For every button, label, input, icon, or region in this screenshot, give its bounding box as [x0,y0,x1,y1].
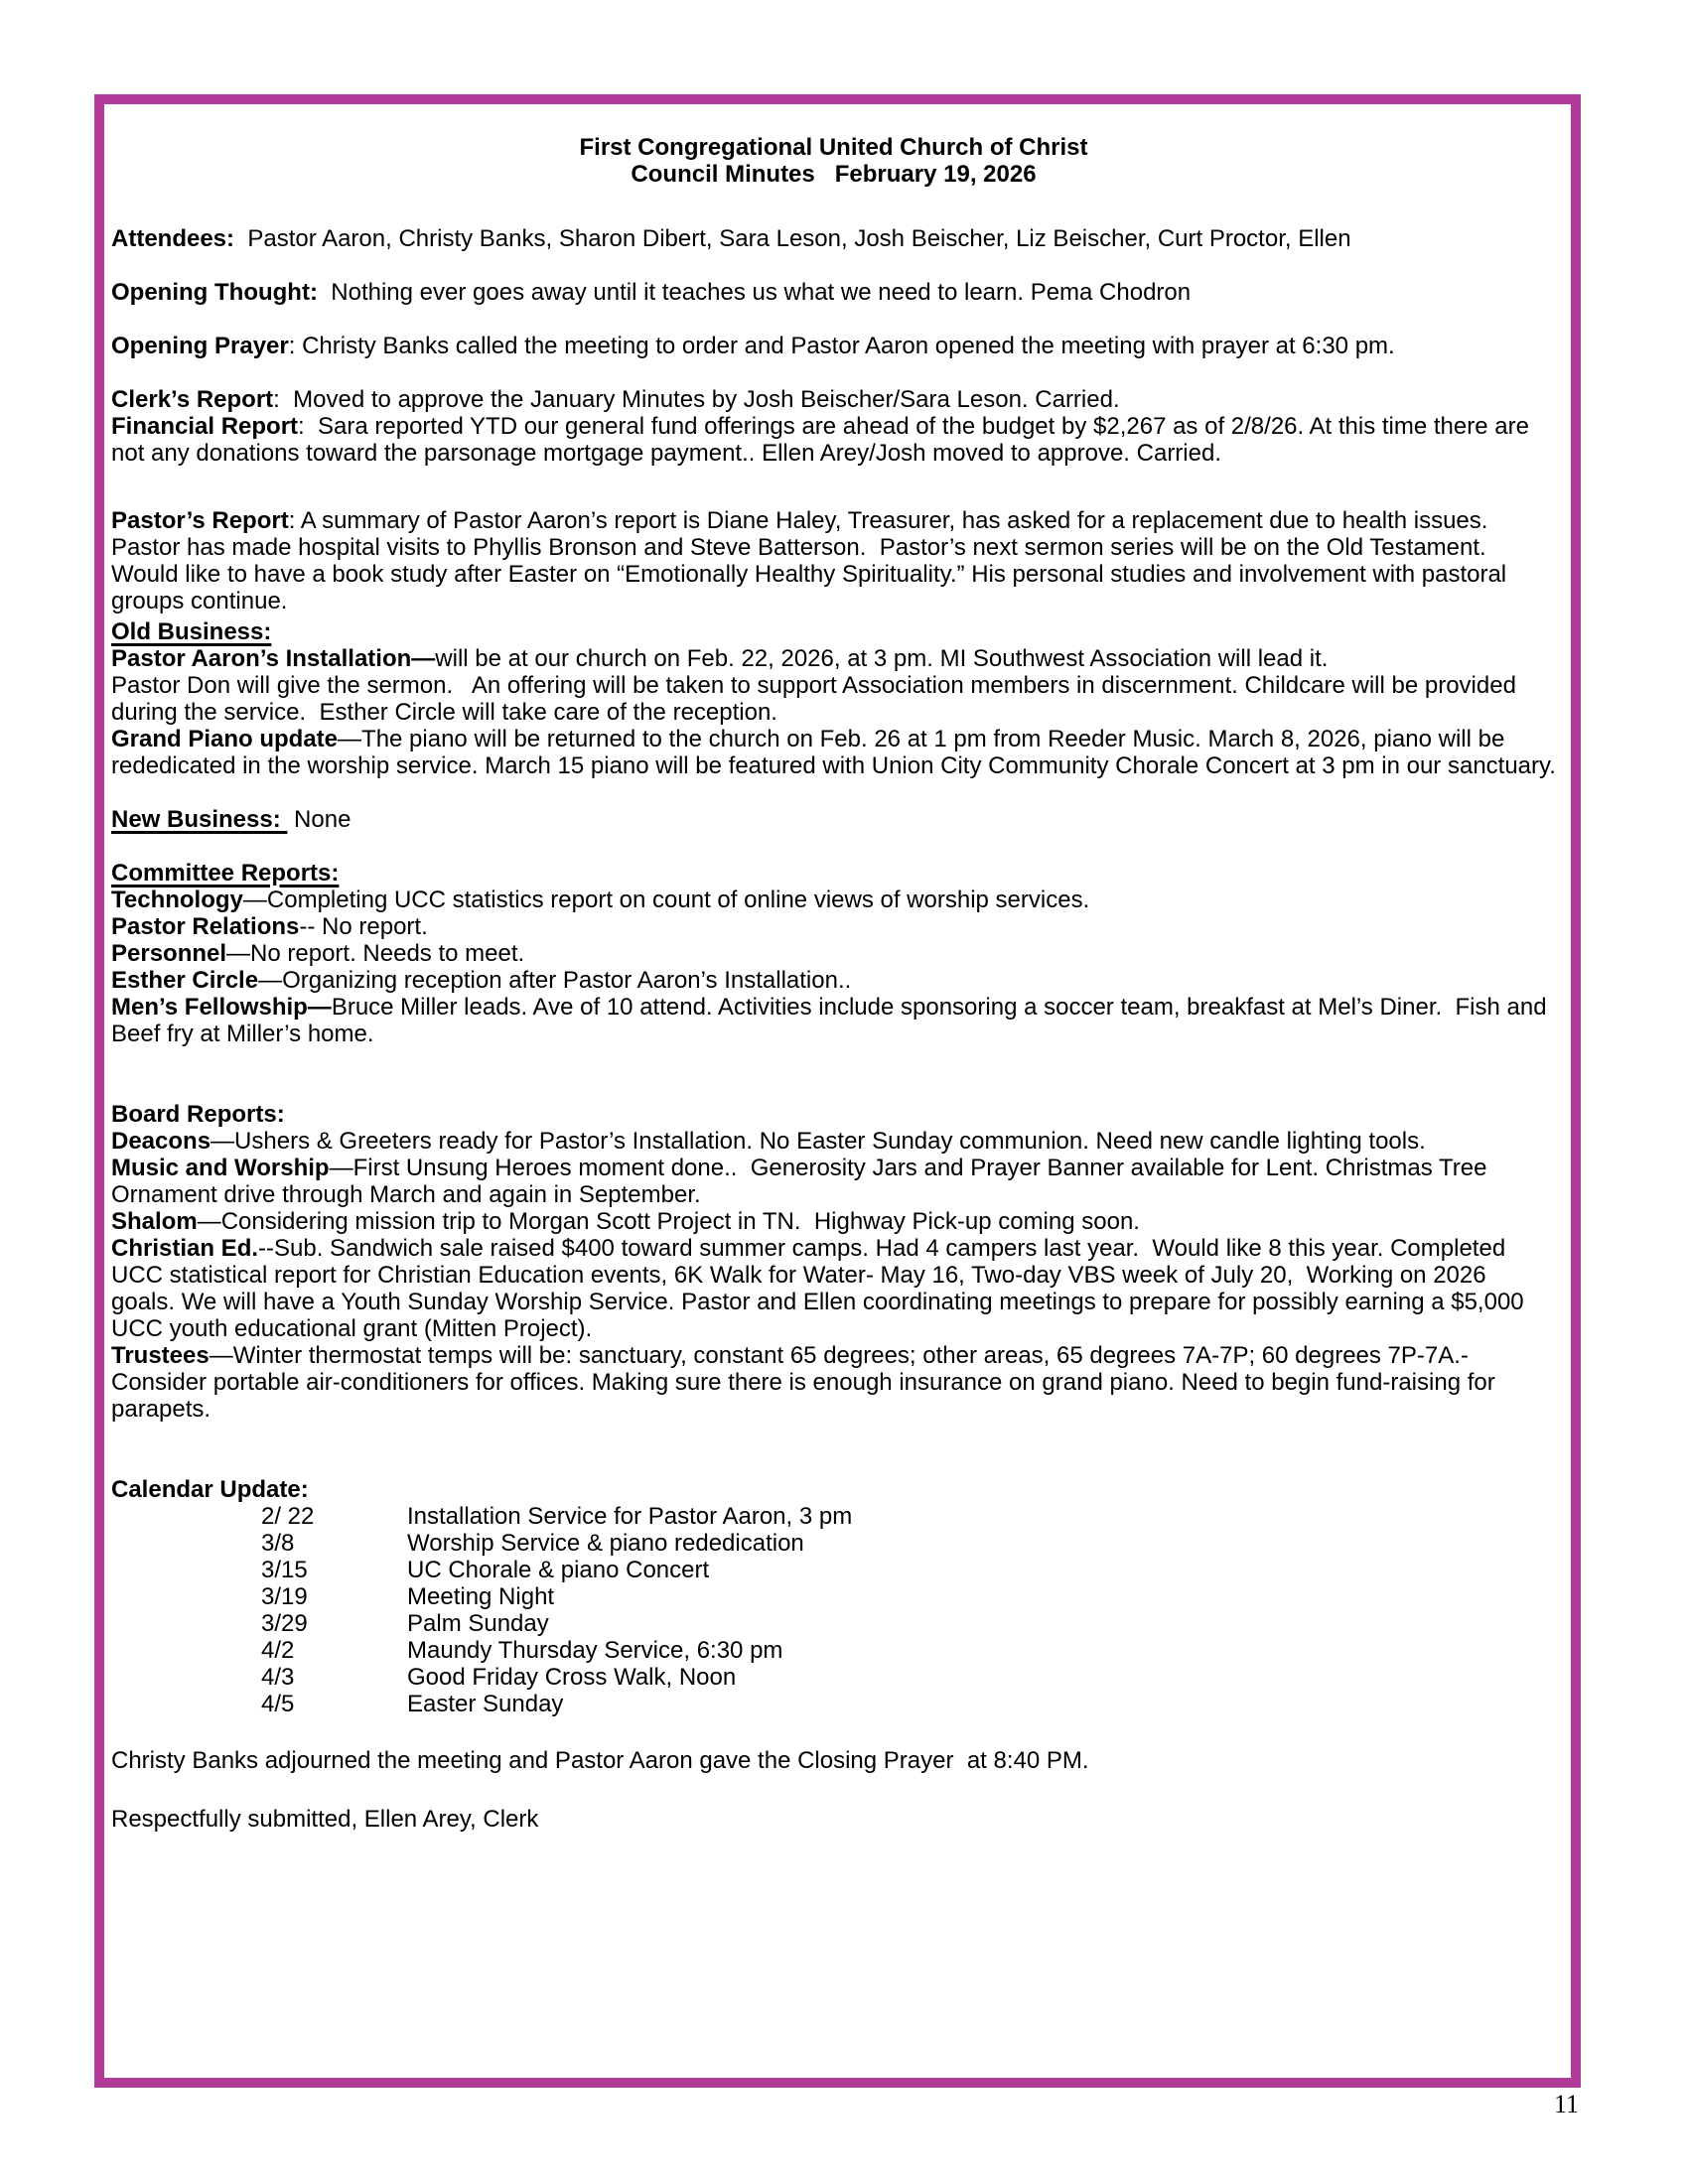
closing-paragraph [111,1747,1556,1774]
calendar-date: 3/29 [261,1610,308,1637]
text-segment: -- No report. [299,913,428,940]
attendees-paragraph [111,225,1556,252]
calendar-event: Installation Service for Pastor Aaron, 3 pm [407,1503,853,1530]
page-number: 11 [1553,2090,1579,2118]
calendar-row [111,1637,1556,1664]
text-segment: Opening Prayer [111,333,289,359]
calendar-event: UC Chorale & piano Concert [407,1557,710,1583]
text-segment: —Ushers & Greeters ready for Pastor’s Installation. No Easter Sunday communion. Need new candle lighting tools. [211,1128,1426,1155]
shalom-paragraph [111,1208,1556,1235]
text-segment: --Sub. Sandwich sale raised $400 toward summer camps. Had 4 campers last year. Would like 8 this year. Completed UCC statistical report for Christian Education events, 6K Walk for Water- May 16, Two-day VBS week of July 20, Working on 2026 goals. We will have a Youth Sunday Worship Service. Pastor and Ellen coordinating meetings to prepare for possibly earning a $5,000 UCC youth educational grant (Mitten Project). [111,1235,1531,1342]
text-segment: None [287,806,352,833]
calendar-date: 3/8 [261,1530,295,1557]
calendar-row [111,1557,1556,1583]
text-segment: —The piano will be returned to the church on Feb. 26 at 1 pm from Reeder Music. March 8, 2026, piano will be rededicated in the worship service. March 15 piano will be featured with Union City Community Chorale Concert at 3 pm in our sanctuary. [111,726,1556,779]
personnel-paragraph [111,940,1556,967]
calendar-row [111,1610,1556,1637]
old-business-heading [111,618,1556,645]
installation-paragraph [111,645,1556,726]
calendar-event: Meeting Night [407,1583,555,1610]
text-segment: Calendar Update: [111,1476,309,1503]
text-segment: Nothing ever goes away until it teaches us what we need to learn. Pema Chodron [317,279,1192,306]
calendar-event: Maundy Thursday Service, 6:30 pm [407,1637,783,1664]
calendar-row [111,1503,1556,1530]
text-segment: —Considering mission trip to Morgan Scott Project in TN. Highway Pick-up coming soon. [197,1208,1140,1235]
text-segment: Attendees: [111,225,235,252]
text-segment: Old Business: [111,618,272,645]
text-segment: Technology [111,887,243,913]
committee-reports-heading [111,860,1556,887]
mens-fellowship-paragraph [111,994,1556,1047]
calendar-event: Good Friday Cross Walk, Noon [407,1664,737,1691]
text-segment: Shalom [111,1208,198,1235]
calendar-date: 3/19 [261,1583,308,1610]
text-segment: —First Unsung Heroes moment done.. Generosity Jars and Prayer Banner available for Lent. Christmas Tree Ornament drive through March and again in September. [111,1155,1494,1208]
clerks-report-paragraph [111,386,1556,413]
submitted-paragraph [111,1806,1556,1833]
calendar-date: 2/ 22 [261,1503,315,1530]
text-segment: Music and Worship [111,1155,330,1181]
text-segment: —Completing UCC statistics report on count of online views of worship services. [242,887,1090,913]
christian-ed-paragraph [111,1235,1556,1342]
calendar-date: 4/2 [261,1637,295,1664]
text-segment: Pastor Aaron’s Installation— [111,645,436,672]
text-segment: Opening Thought: [111,279,318,306]
calendar-event: Easter Sunday [407,1691,564,1717]
calendar-row [111,1664,1556,1691]
deacons-paragraph [111,1128,1556,1155]
title-line-1 [111,134,1556,161]
calendar-update-heading [111,1476,1556,1503]
calendar-date: 3/15 [261,1557,308,1583]
text-segment: Christian Ed. [111,1235,259,1262]
text-segment: Christy Banks adjourned the meeting and Pastor Aaron gave the Closing Prayer at 8:40 PM. [111,1747,1089,1774]
text-segment: Board Reports: [111,1101,285,1128]
text-segment: Respectfully submitted, Ellen Arey, Clerk [111,1806,539,1833]
text-segment: Esther Circle [111,967,259,994]
financial-report-paragraph [111,413,1556,467]
text-segment: First Congregational United Church of Christ [579,134,1088,161]
opening-prayer-paragraph [111,333,1556,359]
text-segment: New Business: [111,806,288,833]
minutes-body [111,134,1556,1833]
technology-paragraph [111,887,1556,913]
text-segment: Financial Report [111,413,299,440]
text-segment: Personnel [111,940,227,967]
text-segment: Pastor’s Report [111,507,289,534]
new-business-heading [111,806,1556,833]
text-segment: : Moved to approve the January Minutes by Josh Beischer/Sara Leson. Carried. [273,386,1120,413]
opening-thought-paragraph [111,279,1556,306]
music-worship-paragraph [111,1155,1556,1208]
text-segment: Pastor Don will give the sermon. An offering will be taken to support Association members in discernment. Childcare will be provided during the service. Esther Circle will take care of the reception. [111,672,1523,726]
text-segment: : A summary of Pastor Aaron’s report is Diane Haley, Treasurer, has asked for a replacement due to health issues. Pastor has made hospital visits to Phyllis Bronson and Steve Batterson. Pastor’s next sermon series will be on the Old Testament. Would like to have a book study after Easter on “Emotionally Healthy Spirituality.” His personal studies and involvement with pastoral groups continue. [111,507,1513,614]
title-line-2 [111,161,1556,188]
calendar-row [111,1530,1556,1557]
calendar-date: 4/3 [261,1664,295,1691]
text-segment: Clerk’s Report [111,386,274,413]
calendar-event: Worship Service & piano rededication [407,1530,804,1557]
text-segment: : Christy Banks called the meeting to order and Pastor Aaron opened the meeting with prayer at 6:30 pm. [288,333,1395,359]
trustees-paragraph [111,1342,1556,1423]
text-segment: Pastor Relations [111,913,300,940]
esther-circle-paragraph [111,967,1556,994]
text-segment: Committee Reports: [111,860,340,887]
text-segment: will be at our church on Feb. 22, 2026, at 3 pm. MI Southwest Association will lead it. [435,645,1329,672]
calendar-row [111,1691,1556,1717]
board-reports-heading [111,1101,1556,1128]
text-segment: Grand Piano update [111,726,339,752]
grand-piano-paragraph [111,726,1556,779]
text-segment: —Winter thermostat temps will be: sanctuary, constant 65 degrees; other areas, 65 degrees 7A-7P; 60 degrees 7P-7A.- Consider portable air-conditioners for offices. Making sure there is enough insurance on grand piano. Need to begin fund-raising for parapets. [111,1342,1502,1423]
calendar-date: 4/5 [261,1691,295,1717]
text-segment: —No report. Needs to meet. [226,940,525,967]
text-segment: Council Minutes February 19, 2026 [631,161,1037,188]
page-border [94,94,1581,2088]
text-segment: Deacons [111,1128,211,1155]
text-segment: : Sara reported YTD our general fund offerings are ahead of the budget by $2,267 as of 2/8/26. At this time there are not any donations toward the parsonage mortgage payment.. Ellen Arey/Josh moved to approve. Carried. [111,413,1536,467]
pastors-report-paragraph [111,507,1556,614]
text-segment: —Organizing reception after Pastor Aaron’s Installation.. [258,967,852,994]
pastor-relations-paragraph [111,913,1556,940]
calendar-row [111,1583,1556,1610]
text-segment: Pastor Aaron, Christy Banks, Sharon Dibert, Sara Leson, Josh Beischer, Liz Beischer, Curt Proctor, Ellen [234,225,1351,252]
calendar-event: Palm Sunday [407,1610,549,1637]
text-segment: Bruce Miller leads. Ave of 10 attend. Activities include sponsoring a soccer team, breakfast at Mel’s Diner. Fish and Beef fry at Miller’s home. [111,994,1554,1047]
text-segment: Men’s Fellowship— [111,994,332,1021]
text-segment: Trustees [111,1342,210,1369]
